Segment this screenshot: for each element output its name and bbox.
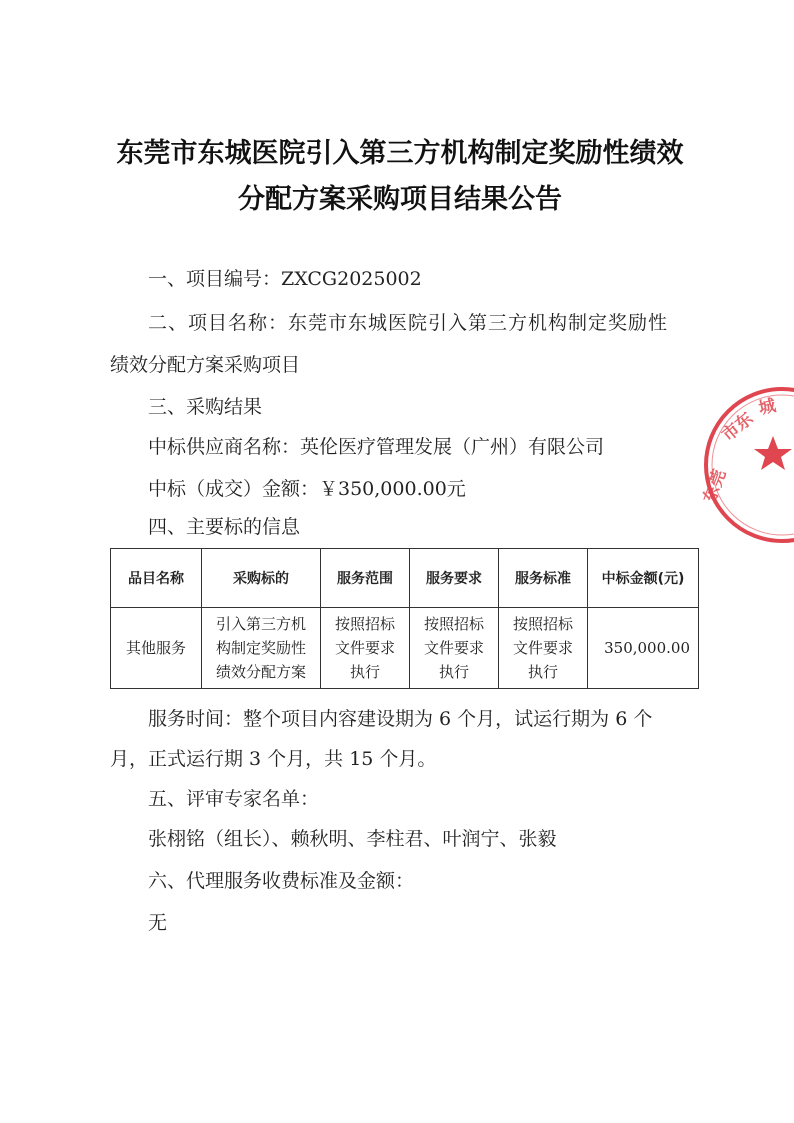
scope-text: 按照招标文件要求执行 xyxy=(334,615,395,681)
project-number: 一、项目编号：ZXCG2025002 xyxy=(148,268,422,290)
subject-text: 引入第三方机构制定奖励性绩效分配方案 xyxy=(215,615,306,681)
requirement-text: 按照招标文件要求执行 xyxy=(423,615,484,681)
main-info-heading: 四、主要标的信息 xyxy=(148,516,301,538)
experts-list: 张栩铭（组长）、赖秋明、李柱君、叶润宁、张毅 xyxy=(148,828,557,850)
table-header-row xyxy=(111,549,699,608)
table-cell-subject xyxy=(202,608,321,689)
table-header-cell: 服务范围 xyxy=(321,549,410,608)
table-header-cell: 品目名称 xyxy=(111,549,202,608)
fee-heading: 六、代理服务收费标准及金额： xyxy=(148,870,415,892)
winning-supplier: 中标供应商名称：英伦医疗管理发展（广州）有限公司 xyxy=(148,436,605,458)
table-header-cell: 服务标准 xyxy=(499,549,588,608)
service-time-line-2: 月，正式运行期 3 个月，共 15 个月。 xyxy=(110,748,437,770)
svg-text:市东: 市东 xyxy=(718,408,758,446)
table-header-cell: 采购标的 xyxy=(202,549,321,608)
table-header-cell: 服务要求 xyxy=(410,549,499,608)
document-title-line-2: 分配方案采购项目结果公告 xyxy=(238,184,562,215)
table-row xyxy=(111,608,699,689)
seal-star-icon xyxy=(754,436,792,470)
procurement-result-heading: 三、采购结果 xyxy=(148,396,263,418)
table-cell-scope xyxy=(321,608,410,689)
table-cell-category: 其他服务 xyxy=(111,608,202,689)
main-subject-table xyxy=(110,548,699,689)
fee-value: 无 xyxy=(148,912,168,934)
table-header-cell: 中标金额(元) xyxy=(588,549,699,608)
table-cell-requirement xyxy=(410,608,499,689)
table-cell-amount: 350,000.00 xyxy=(588,608,699,689)
standard-text: 按照招标文件要求执行 xyxy=(512,615,573,681)
document-title-line-1: 东莞市东城医院引入第三方机构制定奖励性绩效 xyxy=(116,138,684,169)
official-seal xyxy=(700,386,794,544)
project-name-line-2: 绩效分配方案采购项目 xyxy=(110,354,301,376)
table-cell-standard xyxy=(499,608,588,689)
experts-heading: 五、评审专家名单： xyxy=(148,788,320,810)
project-name-line-1: 二、项目名称：东莞市东城医院引入第三方机构制定奖励性 xyxy=(148,312,669,334)
winning-amount: 中标（成交）金额：￥350,000.00元 xyxy=(148,478,466,500)
svg-text:东莞: 东莞 xyxy=(700,466,731,506)
svg-text:城: 城 xyxy=(756,395,778,419)
service-time-line-1: 服务时间：整个项目内容建设期为 6 个月，试运行期为 6 个 xyxy=(148,708,653,730)
